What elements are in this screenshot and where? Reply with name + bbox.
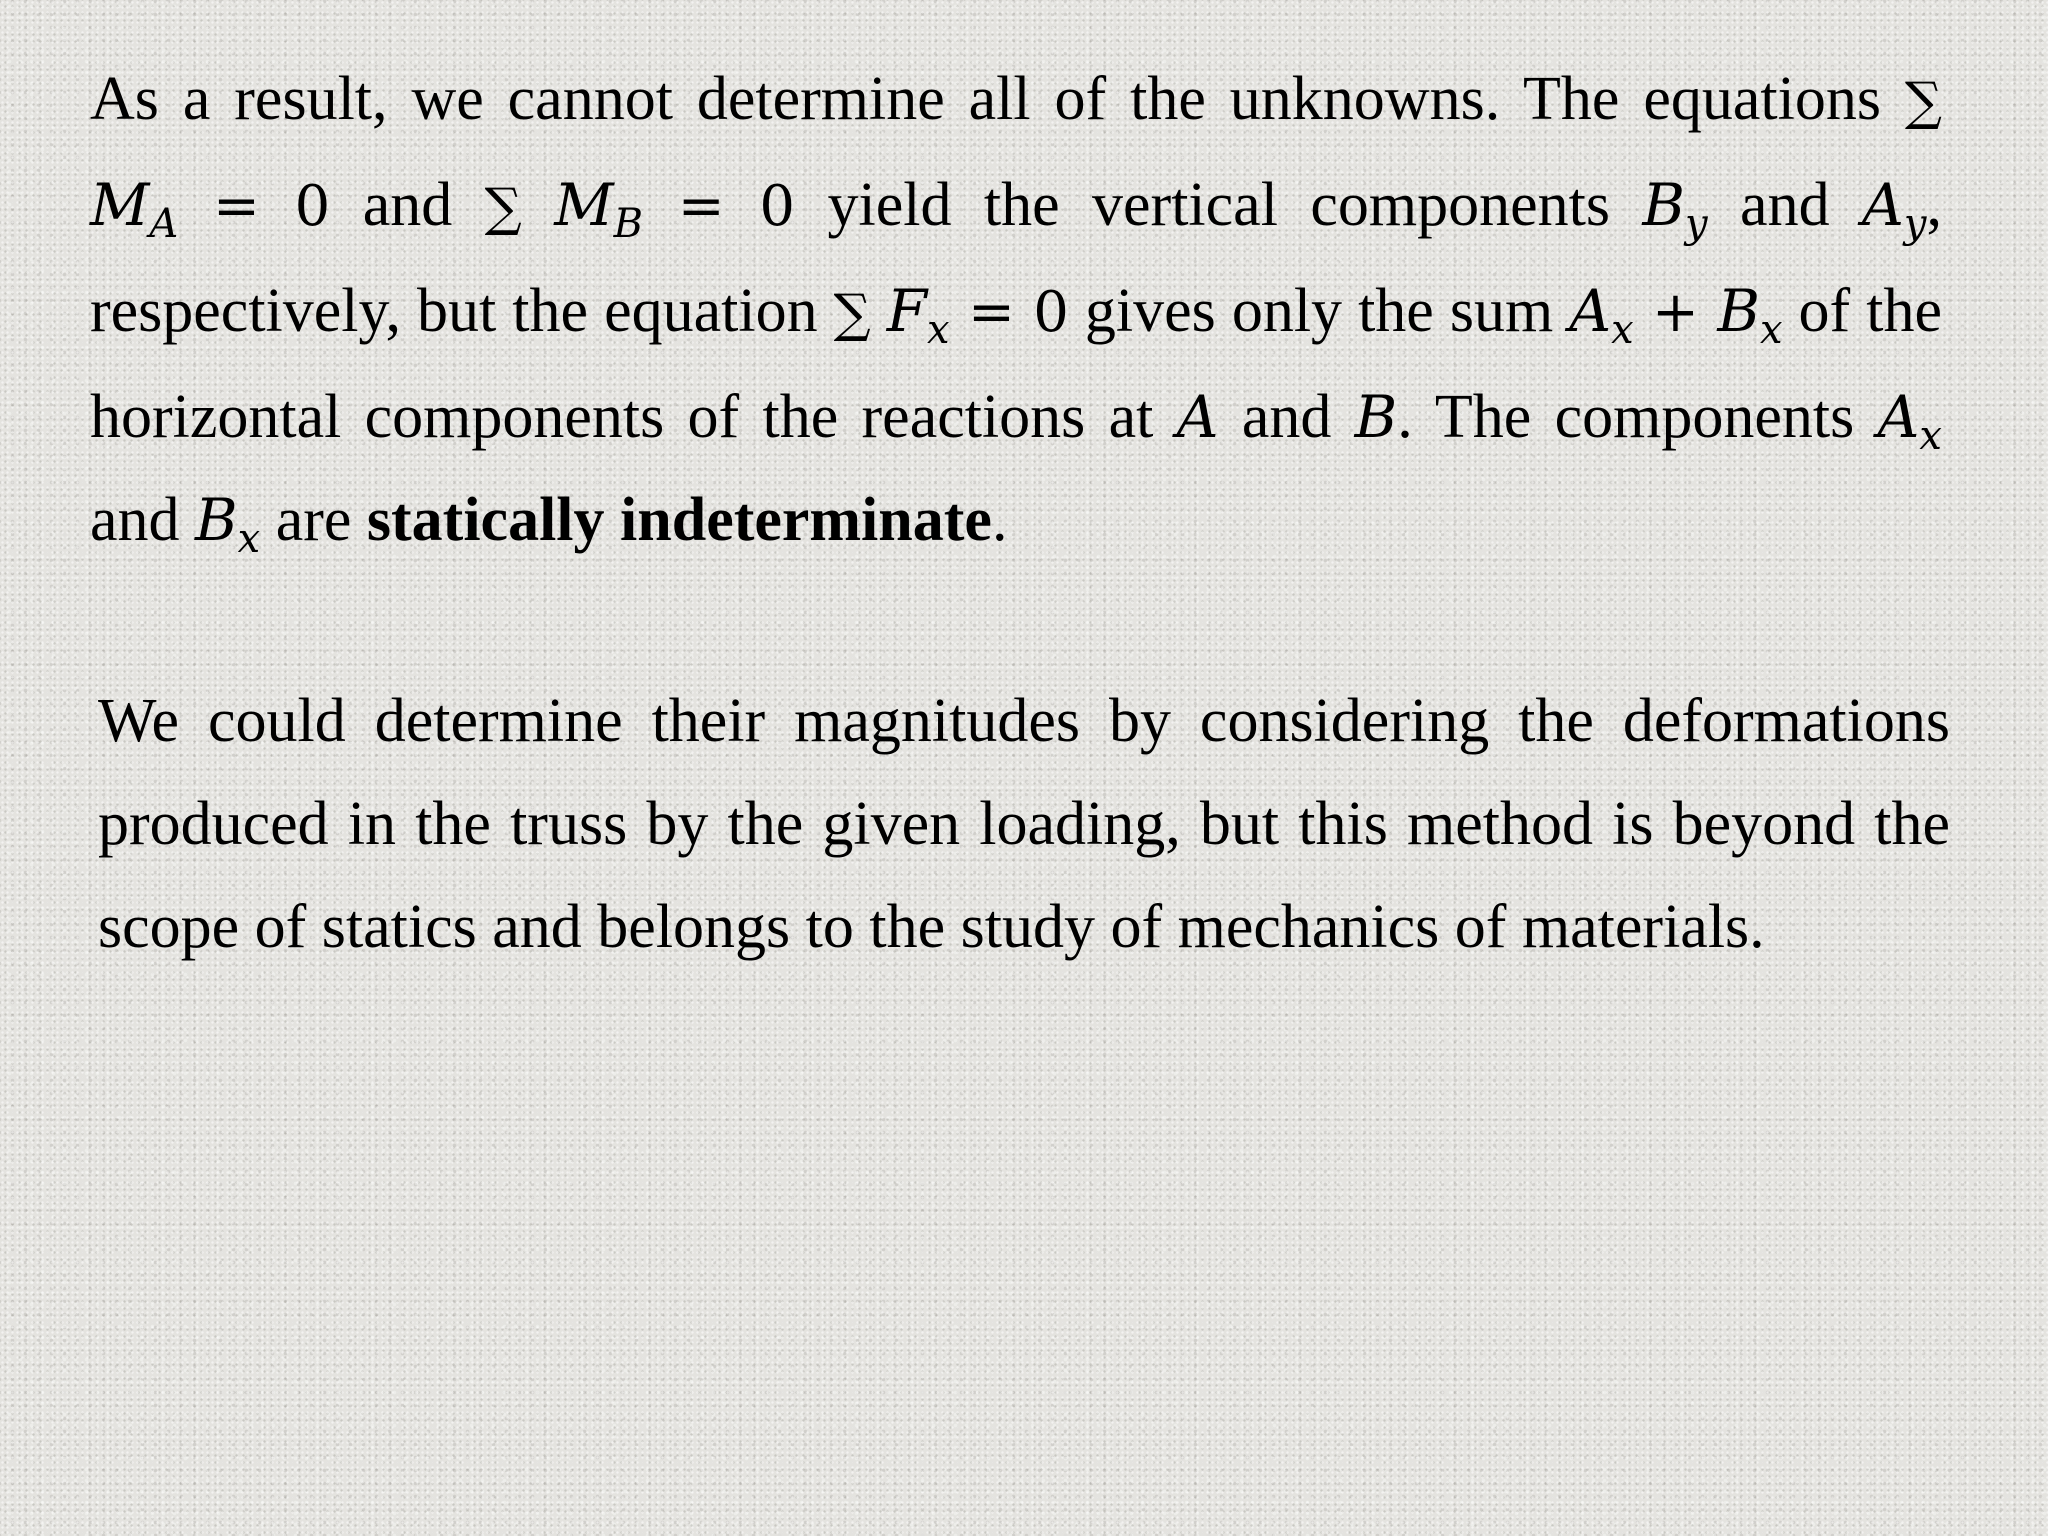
text-run: are [260, 486, 367, 554]
text-run: of the horizontal components of the reactions at [90, 277, 1942, 451]
math-subscript: B [613, 201, 644, 247]
sum-symbol: ∑ [484, 178, 522, 238]
text-run: As a result, we cannot determine all of the unknowns. The equations [90, 65, 1905, 133]
math-subscript: x [1919, 413, 1942, 459]
math-rhs: = 0 [949, 280, 1069, 345]
text-run: and [1218, 383, 1355, 451]
text-run: and [90, 486, 196, 554]
math-subscript: x [1611, 307, 1634, 353]
text-run: . The components [1397, 383, 1878, 451]
math-var: M [90, 171, 150, 239]
math-subscript: x [927, 307, 950, 353]
text-run: gives only the sum [1068, 277, 1570, 345]
text-run: . [991, 486, 1008, 554]
text-run: and [330, 171, 485, 239]
text-run: , respectively, but the equation [90, 171, 1942, 345]
math-rhs: = 0 [178, 174, 331, 239]
math-var: B [1717, 277, 1760, 345]
math-plus: + [1633, 280, 1718, 345]
math-var: A [1862, 171, 1904, 239]
math-var: A [1569, 277, 1612, 345]
math-var: B [195, 486, 238, 554]
text-run: and [1707, 171, 1862, 239]
math-var: M [554, 171, 614, 239]
math-subscript: A [149, 201, 179, 247]
paragraph-statically-indeterminate [90, 48, 1942, 572]
sum-symbol: ∑ [833, 284, 871, 344]
math-var: A [1877, 383, 1920, 451]
math-rhs: = 0 [643, 174, 796, 239]
sum-symbol: ∑ [1904, 72, 1942, 132]
math-subscript: y [1903, 201, 1927, 247]
math-subscript: y [1685, 201, 1708, 247]
bold-term: statically indeterminate [366, 486, 992, 554]
math-var: F [886, 277, 928, 345]
math-var: B [1354, 383, 1398, 451]
math-var: A [1176, 383, 1219, 451]
math-subscript: x [237, 516, 261, 562]
text-run: yield the vertical components [795, 171, 1643, 239]
math-subscript: x [1759, 307, 1783, 353]
paragraph-deformations: We could determine their magnitudes by considering the deformations produced in the truss by the given loading, but this method is beyond the scope of statics and belongs to the study of mechanics of materials. [98, 687, 1950, 961]
math-var: B [1642, 171, 1686, 239]
